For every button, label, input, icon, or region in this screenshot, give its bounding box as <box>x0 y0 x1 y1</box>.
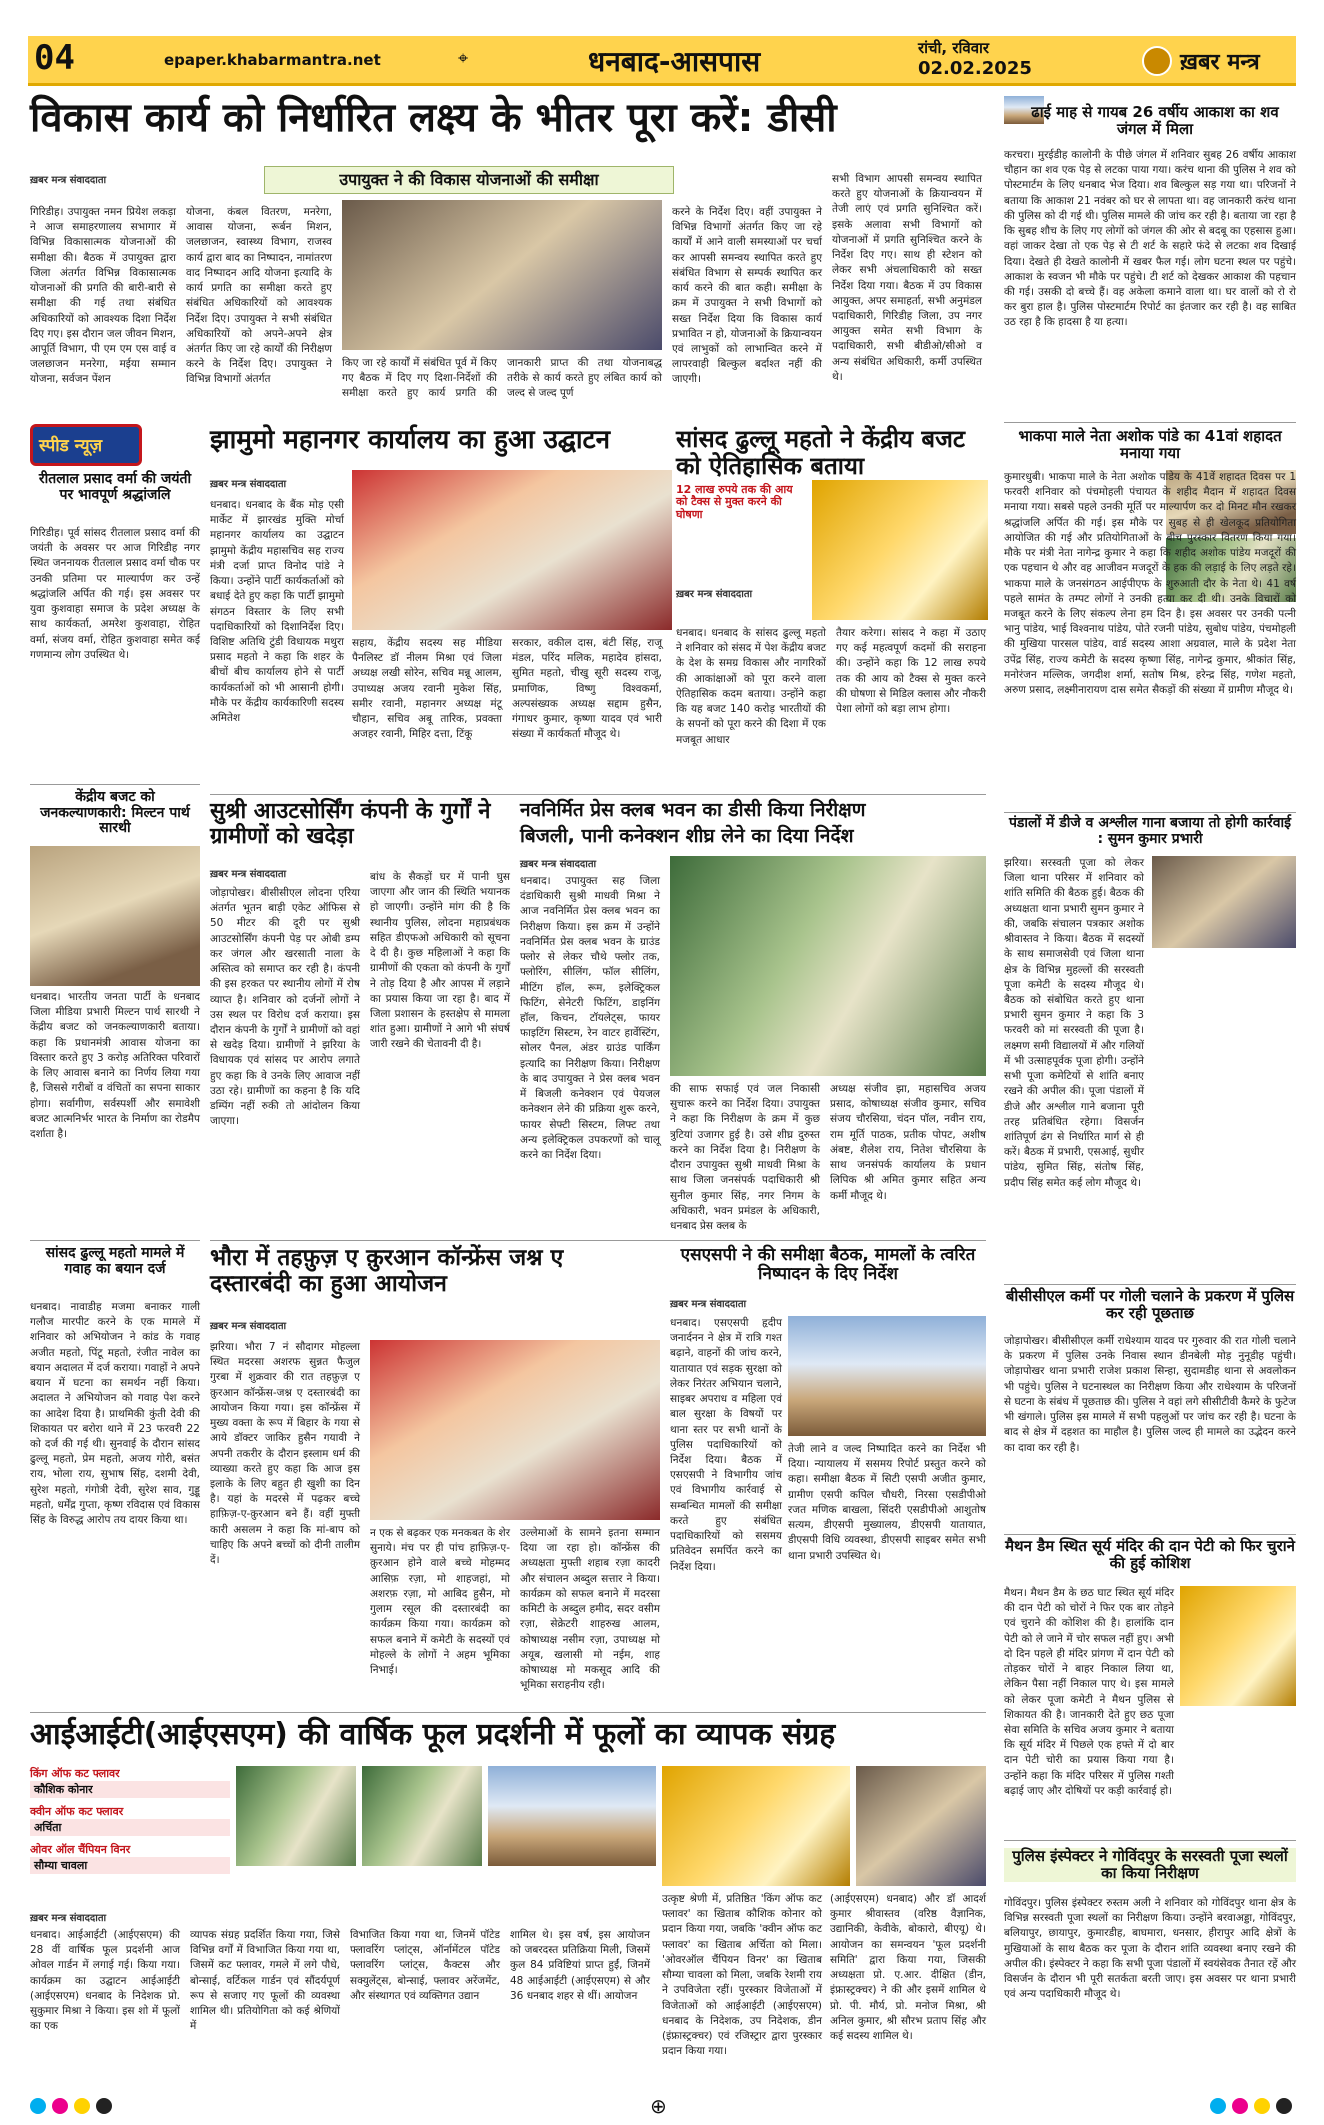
jmm-col-3: सरकार, वकील दास, बंटी सिंह, राजू मंडल, परिंद मलिक, महादेव हांसदा, सुमित महतो, चीखु सूरी सदस्य राजू, प्रमाणिक, विष्णु विश्वकर्मा, अल्पसंख्यक अध्यक्ष सद्दाम हुसैन, गंगाधर कुमार, कृष्णा यादव एवं भारी संख्या में कार्यकर्ता मौजूद थे। <box>512 637 662 741</box>
outsourcing-headline: सुश्री आउटसोर्सिंग कंपनी के गुर्गों ने ग्रामीणों को खदेड़ा <box>210 799 491 849</box>
divider <box>30 784 200 785</box>
footer-color-bar <box>30 2096 1296 2116</box>
pandal-photo <box>1152 856 1296 948</box>
dhullu-photo <box>812 480 988 620</box>
iit-photo-2 <box>362 1766 482 1866</box>
maithon-photo <box>1180 1586 1296 1706</box>
masthead <box>28 36 1296 86</box>
iit-col-4: शामिल थे। इस वर्ष, इस आयोजन को जबरदस्त प्रतिक्रिया मिली, जिसमें कुल 84 प्रविष्टियां प्राप्त हुईं, जिनमें 48 आईआईटी (आईएसएम) से और 36 धनबाद शहर से थीं। आयोजन <box>510 1929 650 2002</box>
jmm-byline: ख़बर मन्त्र संवाददाता <box>210 479 287 490</box>
speed-item-2-photo <box>30 846 200 986</box>
winner-name: सौम्या चावला <box>30 1857 230 1874</box>
ssp-byline: ख़बर मन्त्र संवाददाता <box>670 1299 747 1310</box>
speed-item-1-text: गिरिडीह। पूर्व सांसद रीतलाल प्रसाद वर्मा की जयंती के अवसर पर आज गिरिडीह नगर स्थित जननायक रीतलाल प्रसाद वर्मा चौक पर उनकी प्रतिमा पर माल्यार्पण कर उन्हें श्रद्धांजलि अर्पित की गई। इस अवसर पर युवा कुशवाहा समाज के प्रदेश अध्यक्ष के साथ कार्यकर्ता, अमरेश कुशवाहा, रोहित वर्मा, संजय वर्मा, रोहित कुशवाहा समेत कई गणमान्य लोग उपस्थित थे। <box>30 527 200 661</box>
inspector-text: गोविंदपुर। पुलिस इंस्पेक्टर रुस्तम अली ने शनिवार को गोविंदपुर थाना क्षेत्र के विभिन्न सरस्वती पूजा स्थलों का निरीक्षण किया। उन्होंने बरवाअड्डा, गोविंदपुर, बलियापुर, छायापुर, कुमारडीह, बाघमारा, धनसार, हीरापुर आदि क्षेत्रों के मुखियाओं के साथ बैठक कर पूजा के दौरान शांति व्यवस्था बनाए रखने की अपील की। इंस्पेक्टर ने कहा कि सभी पूजा पंडालों में स्वयंसेवक तैनात रहें और विसर्जन के दौरान भी पूरी सतर्कता बरती जाए। इस अवसर पर थाना प्रभारी एवं अन्य पदाधिकारी मौजूद थे। <box>1004 1897 1296 2001</box>
right-top-headline: ढाई माह से गायब 26 वर्षीय आकाश का शव जंगल में मिला <box>1031 103 1279 138</box>
lead-subhead: उपायुक्त ने की विकास योजनाओं की समीक्षा <box>264 166 674 194</box>
ssp-photo <box>788 1316 986 1436</box>
divider <box>210 1240 986 1241</box>
iit-photo-1 <box>236 1766 356 1866</box>
winner-tag: ओवर ऑल चैंपियन विनर <box>30 1843 131 1856</box>
color-swatch <box>96 2098 112 2114</box>
section-title: धनबाद-आसपास <box>588 45 761 78</box>
bhaura-col-1: झरिया। भौरा 7 नं सौदागर मोहल्ला स्थित मदरसा अशरफ सुन्नत फैजुल गुरबा में शुक्रवार की रात तहफ़ुज़ ए क़ुरआन कॉन्फ्रेंस-जश्न ए दस्तारबंदी का आयोजन किया गया। इस कॉन्फ्रेंस में मुख्य वक्ता के रूप में बिहार के गया से आये डॉक्टर जाकिर हुसैन गयावी ने अपनी तकरीर के दौरान इस्लाम धर्म की व्याख्या करते हुए कहा कि आज इस इलाके के लिए बहुत ही खुशी का दिन है। यहां के मदरसे में पढ़कर बच्चे हाफ़िज़-ए-क़ुरआन बने हैं। वहीं मुफ्ती कारी असलम ने कहा कि मां-बाप को चाहिए कि अपने बच्चों को दीनी तालीम दें। <box>210 1341 360 1567</box>
divider <box>1004 1840 1296 1841</box>
press-club-subhead: बिजली, पानी कनेक्शन शीघ्र लेने का दिया निर्देश <box>520 825 854 847</box>
lead-photo <box>342 200 662 350</box>
divider <box>1004 812 1296 813</box>
page-number: 04 <box>34 38 75 78</box>
color-swatch <box>30 2098 46 2114</box>
pandal-text: झरिया। सरस्वती पूजा को लेकर जिला थाना परिसर में शनिवार को शांति समिति की बैठक हुई। बैठक की अध्यक्षता थाना प्रभारी सुमन कुमार ने की, जबकि संचालन पत्रकार अशोक श्रीवास्तव ने किया। बैठक में सदस्यों के साथ समाजसेवी एवं जिला थाना क्षेत्र के विभिन्न मुहल्लों की सरस्वती पूजा कमेटी के सदस्य मौजूद थे। बैठक को संबोधित करते हुए थाना प्रभारी सुमन कुमार ने कहा कि 3 फरवरी को मां सरस्वती की पूजा है। लक्ष्मण समी विद्यालयों में और गलियों में भी उत्साहपूर्वक पूजा होगी। उन्होंने सभी पूजा कमेटियों से शांति बनाए रखने की अपील की। पूजा पंडालों में डीजे और अश्लील गाने बजाना पूरी तरह प्रतिबंधित रहेगा। विसर्जन शांतिपूर्ण ढंग से निर्धारित मार्ग से ही करें। बैठक में प्रभारी, एसआई, सुधीर पांडेय, सुमित सिंह, संतोष सिंह, प्रदीप सिंह समेत कई लोग मौजूद थे। <box>1004 857 1144 1189</box>
color-swatch <box>1254 2098 1270 2114</box>
brand-name: ख़बर मन्त्र <box>1180 50 1260 75</box>
iit-col-6: (आईएसएम) धनबाद) और डॉ आदर्श कुमार श्रीवास्तव (वरिष्ठ वैज्ञानिक, उद्यानिकी, केवीके, बोकारो, बीएयू) थे। आयोजन का समन्वयन 'फूल प्रदर्शनी समिति' द्वारा किया गया, जिसकी अध्यक्षता प्रो. ए.आर. दीक्षित (डीन, इंफ्रास्ट्रक्चर) ने की और इसमें शामिल थे प्रो. पी. मौर्य, प्रो. मनोज मिश्रा, श्री अनिल कुमार, श्री सौरभ प्रताप सिंह और कई सदस्य शामिल थे। <box>830 1893 986 2042</box>
brand-logo-icon <box>1142 46 1172 76</box>
bhaura-photo <box>370 1340 660 1520</box>
press-club-byline: ख़बर मन्त्र संवाददाता <box>520 859 597 870</box>
speed-item-3-title: सांसद ढुल्लू महतो मामले में गवाह का बयान दर्ज <box>45 1245 185 1277</box>
iit-byline: ख़बर मन्त्र संवाददाता <box>30 1913 107 1924</box>
pandal-text-cont <box>1004 952 1296 1282</box>
winner-tag: किंग ऑफ कट फ्लावर <box>30 1767 120 1780</box>
bhakpa-headline: भाकपा माले नेता अशोक पांडे का 41वां शहादत मनाया गया <box>1018 427 1282 462</box>
winner-tag: क्वीन ऑफ कट फ्लावर <box>30 1805 124 1818</box>
speed-news-label: स्पीड न्यूज़ <box>39 436 103 456</box>
speed-item-2-title: केंद्रीय बजट को जनकल्याणकारी: मिल्टन पार्थ सारथी <box>40 789 190 837</box>
iit-col-3: विभाजित किया गया था, जिनमें पॉटेड फ्लावरिंग प्लांट्स, ऑर्नामेंटल पॉटेड फ्लावरिंग प्लांट्स, कैक्टस और सक्युलेंट्स, बोन्साई, फ्लावर अरेंजमेंट, और संस्थागत एवं व्यक्तिगत उद्यान <box>350 1929 500 2002</box>
outsourcing-col-2: बांध के सैकड़ों घर में पानी घुस जाएगा और जान की स्थिति भयानक हो जाएगी। उन्होंने मांग की है कि स्थानीय पुलिस, लोदना महाप्रबंधक सहित डीएफओ अधिकारी को सूचना दे दी है। कुछ महिलाओं ने कहा कि ग्रामीणों की एकता को कंपनी के गुर्गों ने तोड़ दिया है और आपस में लड़ाने का प्रयास किया जा रहा है। बाद में जिला प्रशासन के हस्तक्षेप से मामला शांत हुआ। ग्रामीणों ने आगे भी संघर्ष जारी रखने की चेतावनी दी है। <box>370 871 510 1051</box>
lead-col-1: गिरिडीह। उपायुक्त नमन प्रियेश लकड़ा ने आज समाहरणालय सभागार में विभिन्न विकासात्मक योजनाओं की समीक्षा की। बैठक में उपायुक्त द्वारा जिला अंतर्गत विभिन्न विकासात्मक योजनाओं की प्रगति की बारी-बारी से समीक्षा की गई तथा संबंधित अधिकारियों को आवश्यक दिशा निर्देश दिए गए। इस दौरान जल जीवन मिशन, आपूर्ति विभाग, पी एम एम एस वाई व जलछाजन मनरेगा, मईया सम्मान योजना, सर्वजन पेंशन <box>30 206 176 386</box>
dhullu-col-1: धनबाद। धनबाद के सांसद ढुल्लू महतो ने शनिवार को संसद में पेश केंद्रीय बजट के देश के समग्र विकास और नागरिकों की आकांक्षाओं को पूरा करने वाला ऐतिहासिक कदम बताया। उन्होंने कहा कि यह बजट 140 करोड़ भारतीयों की के सपनों को पूरा करने की दिशा में एक मजबूत आधार <box>676 627 826 746</box>
registration-mark-icon: ⊕ <box>650 2094 667 2118</box>
divider <box>1004 1534 1296 1535</box>
divider <box>30 1240 200 1241</box>
ssp-col-2: तेजी लाने व जल्द निष्पादित करने का निर्देश भी दिया। न्यायालय में ससमय रिपोर्ट प्रस्तुत करने को कहा। समीक्षा बैठक में सिटी एसपी अजीत कुमार, ग्रामीण एसपी कपिल चौधरी, निरसा एसडीपीओ रजत मणिक बाखला, सिंदरी एसडीपीओ आशुतोष सत्यम, डीएसपी मुख्यालय, डीएसपी यातायात, डीएसपी विधि व्यवस्था, डीएसपी साइबर समेत सभी थाना प्रभारी उपस्थित थे। <box>788 1443 986 1562</box>
inspector-headline: पुलिस इंस्पेक्टर ने गोविंदपुर के सरस्वती पूजा स्थलों का किया निरीक्षण <box>1004 1848 1296 1882</box>
press-club-col-3: अध्यक्ष संजीव झा, महासचिव अजय प्रसाद, कोषाध्यक्ष संजीव कुमार, सचिव संजय चौरसिया, चंदन पॉल, नवीन राय, राम मूर्ति पाठक, प्रतीक पोपट, अशीष अंबष्ट, शैलेश राय, नितेश चौरसिया के साथ जनसंपर्क कार्यालय के प्रधान लिपिक श्री अमित कुमार सहित अन्य कर्मी मौजूद थे। <box>830 1083 986 1202</box>
divider <box>1004 1284 1296 1285</box>
divider <box>30 1712 986 1713</box>
ssp-col-1: धनबाद। एसएसपी हृदीप जनार्दनन ने क्षेत्र में रात्रि गश्त बढ़ाने, वाहनों की जांच करने, यातायात एवं सड़क सुरक्षा को लेकर निरंतर अभियान चलाने, साइबर अपराध व महिला एवं बाल सुरक्षा के विषयों पर थाना स्तर पर सभी थानों के पुलिस पदाधिकारियों को निर्देश दिया। बैठक में एसएसपी ने विभागीय जांच एवं विभागीय कार्रवाई से सम्बन्धित मामलों की समीक्षा करते हुए संबंधित पदाधिकारियों को ससमय प्रतिवेदन समर्पित करने का निर्देश दिया। <box>670 1317 782 1573</box>
winner-item <box>30 1766 230 1798</box>
jmm-headline: झामुमो महानगर कार्यालय का हुआ उद्घाटन <box>210 425 611 455</box>
iit-photo-3 <box>488 1766 656 1866</box>
lead-col-4: करने के निर्देश दिए। वहीं उपायुक्त ने विभिन्न विभागों अंतर्गत किए जा रहे कार्यों में आने वाली समस्याओं पर चर्चा कर आपसी समन्वय स्थापित करते हुए संबंधित विभाग से सम्पर्क स्थापित कर कार्य करने की बात कही। समीक्षा के क्रम में उपायुक्त ने सभी विभागों को सख्त निर्देश दिया कि विकास कार्य प्रभावित न हो, योजनाओं के क्रियान्वयन एवं लाभुकों को लाभान्वित करने में लापरवाही बिल्कुल बर्दाश्त नहीं की जाएगी। <box>672 206 822 386</box>
bccl-headline: बीसीसीएल कर्मी पर गोली चलाने के प्रकरण में पुलिस कर रही पूछताछ <box>1005 1287 1295 1322</box>
lead-col-2: योजना, कंबल वितरण, मनरेगा, आवास योजना, रूर्बन मिशन, जलछाजन, स्वास्थ्य विभाग, राजस्व कार्य द्वारा बाद का निष्पादन, नामांतरण वाद निष्पादन आदि योजना इत्यादि के कार्य प्रगति का समीक्षा करते हुए संबंधित अधिकारियों को आवश्यक निर्देश दिए। उपायुक्त ने सभी संबंधित अधिकारियों को अपने-अपने क्षेत्र अंतर्गत किए जा रहे कार्यों की निरीक्षण करने के निर्देश दिए। उपायुक्त ने विभिन्न विभागों अंतर्गत <box>186 206 332 386</box>
jmm-photo <box>352 470 672 630</box>
iit-photo-4 <box>662 1766 850 1886</box>
dhullu-col-2: तैयार करेगा। सांसद ने कहा में उठाए गए कई महत्वपूर्ण कदमों की सराहना की। उन्होंने कहा कि 12 लाख रुपये तक की आय को टैक्स से मुक्त करने की घोषणा से मिडिल क्लास और नौकरी पेशा लोगों को बड़ा लाभ होगा। <box>836 627 986 716</box>
bhakpa-text: कुमारधुबी। भाकपा माले के नेता अशोक पांडेय के 41वें शहादत दिवस पर 1 फरवरी शनिवार को पंचमोहली पंचायत के शहीद मैदान में शहादत दिवस मनाया गया। सबसे पहले उनकी मूर्ति पर माल्यार्पण कर दो मिनट मौन रखकर श्रद्धांजलि अर्पित की गई। इस मौके पर सुबह से ही खेलकूद प्रतियोगिता आयोजित की गई और प्रतियोगिताओं के बीच पुरस्कार वितरण किया गया। मौके पर मंत्री नेता नागेन्द्र कुमार ने कहा कि शहीद अशोक पांडेय मजदूरों की एक पहचान थे और वह आजीवन मजदूरों के हक की लड़ाई के लिए लड़ते रहे। भाकपा माले के जनसंगठन आईपीएफ के शुरुआती दौर के नेता थे। 41 वर्ष पहले सामंत के तम्पट लोगों ने उनकी हत्या कर दी थी। उनके विचारों को मजबूत करने के लिए संकल्प लेना हम दिन है। इस अवसर पर उनकी पत्नी भानु पांडेय, भाई विश्वनाथ पांडेय, पोते रजनी पांडेय, सुबोध पांडेय, पंचमोहली की मुखिया पारसल पांडेय, वार्ड सदस्य आशा अग्रवाल, माले के प्रदेश नेता उपेंद्र सिंह, राज्य कमेटी के सदस्य कृष्णा सिंह, नागेन्द्र कुमार, श्रीकांत सिंह, मनोरंजन मल्लिक, जगदीश शर्मा, सतोष मिश्र, हरेन्द्र सिंह, गणेश महतो, अरुण प्रसाद, लक्ष्मीनारायण दास समेत सैकड़ों की संख्या में ग्रामीण मौजूद थे। <box>1004 471 1296 697</box>
press-club-headline: नवनिर्मित प्रेस क्लब भवन का डीसी किया निरीक्षण <box>520 799 866 821</box>
divider <box>1004 422 1296 423</box>
color-swatch <box>1210 2098 1226 2114</box>
iit-col-2: व्यापक संग्रह प्रदर्शित किया गया, जिसे विभिन्न वर्गों में विभाजित किया गया था, जिसमें कट फ्लावर, गमले में लगे पौधे, बोन्साई, वर्टिकल गार्डन एवं सौंदर्यपूर्ण रूप से सजाए गए फूलों की व्यवस्था शामिल थी। प्रतियोगिता को कई श्रेणियों में <box>190 1929 340 2033</box>
jmm-col-2: सहाय, केंद्रीय सदस्य सह मीडिया पैनलिस्ट डॉ नीलम मिश्रा एवं जिला अध्यक्ष लखी सोरेन, सचिव मन्नू आलम, उपाध्यक्ष अजय रवानी मुकेश सिंह, समीर रवानी, महानगर अध्यक्ष मंटू चौहान, सचिव अबू तारिक, प्रवक्ता अजहर रवानी, मिहिर दत्ता, टिंकू <box>352 637 502 741</box>
speed-item-2-text: धनबाद। भारतीय जनता पार्टी के धनबाद जिला मीडिया प्रभारी मिल्टन पार्थ सारथी ने केंद्रीय बजट को जनकल्याणकारी बताया। कहा कि प्रधानमंत्री आवास योजना का विस्तार करते हुए 3 करोड़ अतिरिक्त परिवारों के लिए आवास बनाने का निर्णय लिया गया है, जिससे गरीबों व वंचितों का सपना साकार होगा। सर्वागीण, सर्वस्पर्शी और समावेशी बजट आत्मनिर्भर भारत के निर्माण का रोडमैप दर्शाता है। <box>30 991 200 1140</box>
winner-name: अर्चिता <box>30 1819 230 1836</box>
maithon-headline: मैथन डैम स्थित सूर्य मंदिर की दान पेटी को फिर चुराने की हुई कोशिश <box>1005 1537 1295 1572</box>
issue-date: 02.02.2025 <box>918 58 1032 79</box>
bhaura-headline: भौरा में तहफ़ुज़ ए क़ुरआन कॉन्फ्रेंस जश्न ए दस्तारबंदी का हुआ आयोजन <box>210 1245 564 1297</box>
site-url[interactable]: epaper.khabarmantra.net <box>164 51 381 69</box>
press-club-photo <box>670 856 986 1076</box>
lead-col-3: किए जा रहे कार्यों में संबंधित पूर्व में किए गए बैठक में दिए गए दिशा-निर्देशों की समीक्षा करते हुए कार्य प्रगति की जानकारी प्राप्त की तथा योजनाबद्ध तरीके से कार्य करते हुए लंबित कार्य को जल्द से जल्द पूर्ण <box>342 357 662 400</box>
dhullu-byline: ख़बर मन्त्र संवाददाता <box>676 589 753 600</box>
iit-winners <box>30 1766 230 1874</box>
speed-news-badge <box>30 424 142 466</box>
outsourcing-col-1: जोड़ापोखर। बीसीसीएल लोदना एरिया अंतर्गत भूतन बाड़ी एकेट ऑफिस से 50 मीटर की दूरी पर सुश्री आउटसोर्सिंग कंपनी पेड़ पर ओबी डम्प कर जंगल और खरसाती नाला के अस्तित्व को समाप्त कर रही है। कंपनी की इस हरकत पर स्थानीय लोगों में रोष व्याप्त है। शनिवार को दर्जनों लोगों ने उस स्थल पर विरोध दर्ज कराया। इस दौरान कंपनी के गुर्गों ने ग्रामीणों को वहां से खदेड़ दिया। ग्रामीणों ने झरिया के विधायक एवं सांसद पर आरोप लगाते हुए कहा कि वे उनके लिए आवाज नहीं उठा रहे। ग्रामीणों का कहना है कि यदि डम्पिंग नहीं रुकी तो आंदोलन किया जाएगा। <box>210 887 360 1128</box>
dhullu-headline: सांसद ढुल्लू महतो ने केंद्रीय बजट को ऐतिहासिक बताया <box>676 425 966 480</box>
iit-photo-5 <box>856 1766 986 1886</box>
press-club-col-2: की साफ सफाई एवं जल निकासी सुचारू करने का निर्देश दिया। उपायुक्त ने कहा कि निरीक्षण के क्रम में कुछ त्रुटियां उजागर हुई है। उसे शीघ्र दुरुस्त करने का निर्देश दिया है। निरीक्षण के दौरान उपायुक्त सुश्री माधवी मिश्रा के साथ जिला जनसंपर्क पदाधिकारी श्री सुनील कुमार सिंह, नगर निगम के अधिकारी, भवन प्रमंडल के अधिकारी, धनबाद प्रेस क्लब के <box>670 1083 820 1232</box>
ssp-headline: एसएसपी ने की समीक्षा बैठक, मामलों के त्वरित निष्पादन के दिए निर्देश <box>680 1245 976 1285</box>
color-swatch <box>52 2098 68 2114</box>
winner-item <box>30 1842 230 1874</box>
speed-item-3-text: धनबाद। नावाडीह मजमा बनाकर गाली गलौज मारपीट करने के एक मामले में शनिवार को अभियोजन ने कांड के गवाह अजीत महतो, पिंटू महतो, रंजीत नावेल का बयान अदालत में दर्ज कराया। गवाहों ने अपने बयान में घटना का समर्थन नहीं किया। अदालत ने अभियोजन को गवाह पेश करने का आदेश दिया है। प्राथमिकी कुंती देवी की शिकायत पर बरोरा थाने में 23 फरवरी 22 को दर्ज की गई थी। सुनवाई के दौरान सांसद ढुल्लू महतो, प्रेम महतो, अजय गोरी, बसंत राय, भोला राय, सुभाष सिंह, दशमी देवी, सुरेश महतो, गंगोत्री देवी, सुरेश साव, गुड्डू महतो, धर्मेंद्र गुप्ता, कृष्ण रविदास एवं विकास सिंह के विरुद्ध आरोप तय दायर किया था। <box>30 1301 200 1527</box>
pandal-headline: पंडालों में डीजे व अश्लील गाना बजाया तो होगी कार्रवाई : सुमन कुमार प्रभारी <box>1008 815 1291 847</box>
outsourcing-byline: ख़बर मन्त्र संवाददाता <box>210 869 287 880</box>
iit-col-1: धनबाद। आईआईटी (आईएसएम) की 28 वीं वार्षिक फूल प्रदर्शनी आज ओवल गार्डन में लगाई गई। किया गया। कार्यक्रम का उद्घाटन आईआईटी (आईएसएम) धनबाद के निदेशक प्रो. सुकुमार मिश्रा ने किया। इस शो में फूलों का एक <box>30 1929 180 2033</box>
right-top-text: करचरा। मुरईडीह कालोनी के पीछे जंगल में शनिवार सुबह 26 वर्षीय आकाश चौहान का शव एक पेड़ से लटका पाया गया। करंच थाना की पुलिस ने शव को पोस्टमार्टम के लिए धनबाद भेज दिया। शव बिल्कुल सड़ गया था। परिजनों ने बताया कि आकाश 21 नवंबर को घर से लापता था। वह जानकारी करंच थाना की पुलिस को दी गई थी। पुलिस मामले की जांच कर रही है। बताया जा रहा है कि सुबह शौच के लिए गए लोगों को जंगल की ओर से बदबू का एहसास हुआ। वहां जाकर देखा तो एक पेड़ से टी शर्ट के सहारे फंदे से लटका शव दिखाई दिया। देखते ही देखते कालोनी में खबर फैल गई। लोग घटना स्थल पर पहुंचे। आकाश के स्वजन भी मौके पर पहुंचे। टी शर्ट को देखकर आकाश की पहचान की गई। उसकी दो बच्चे हैं। वह अकेला कमाने वाला था। घर वालों को रो रो कर बुरा हाल है। पुलिस पोस्टमार्टम रिपोर्ट का इंतजार कर रही है। वह साबित उठ रहा है कि हादसा है या हत्या। <box>1004 149 1296 329</box>
bhaura-col-2: न एक से बढ़कर एक मनकबत के शेर सुनाये। मंच पर ही पांच हाफ़िज़-ए-क़ुरआन होने वाले बच्चे मोहम्मद आसिफ़ रज़ा, मो शाहजहां, मो अशरफ़ रज़ा, मो आबिद हुसैन, मो गुलाम रसूल की दस्तारबंदी का कार्यक्रम किया गया। कार्यक्रम को सफल बनाने में कमेटी के सदस्यों एवं मोहल्ले के लोगों ने अहम भूमिका निभाई। <box>370 1527 510 1676</box>
maithon-text: मैथन। मैथन डैम के छठ घाट स्थित सूर्य मंदिर की दान पेटी को चोरों ने फिर एक बार तोड़ने एवं चुराने की कोशिश की है। हालांकि दान पेटी को ले जाने में चोर सफल नहीं हुए। अभी दो दिन पहले ही मंदिर प्रांगण में दान पेटी को तोड़कर चोरों ने बाहर निकाल लिया था, लेकिन पैसा नहीं निकाल पाए थे। इस मामले को लेकर पूजा कमेटी ने मैथन पुलिस से शिकायत की है। जानकारी देते हुए छठ पूजा सेवा समिति के सचिव अजय कुमार ने बताया कि सूर्य मंदिर में पिछले एक हफ्ते में दो बार दान पेटी चोरी का प्रयास किया गया है। उन्होंने कहा कि मंदिर परिसर में पुलिस गश्ती बढ़ाई जाए और दोषियों पर कड़ी कार्रवाई हो। <box>1004 1587 1174 1797</box>
speed-item-1-title: रीतलाल प्रसाद वर्मा की जयंती पर भावपूर्ण श्रद्धांजलि <box>38 471 192 503</box>
iit-headline: आईआईटी(आईएसएम) की वार्षिक फूल प्रदर्शनी में फूलों का व्यापक संग्रह <box>30 1717 836 1752</box>
lead-byline: ख़बर मन्त्र संवाददाता <box>30 175 107 186</box>
lead-col-5: सभी विभाग आपसी समन्वय स्थापित करते हुए योजनाओं के क्रियान्वयन में तेजी लाएं एवं प्रगति सुनिश्चित करें। इसके अलावा सभी विभागों को योजनाओं में प्रगति सुनिश्चित करने के निर्देश दिए गए। साथ ही स्टेशन को लेकर सभी अंचलाधिकारी को सख्त निर्देश दिया गया। बैठक में उप विकास आयुक्त, अपर समाहर्ता, सभी अनुमंडल पदाधिकारी, गिरिडीह जिला, उप नगर आयुक्त समेत सभी विभाग के पदाधिकारी, सभी बीडीओ/सीओ व अन्य संबंधित अधिकारी, कर्मी उपस्थित थे। <box>832 173 982 383</box>
dhullu-pullquote: 12 लाख रुपये तक की आय को टैक्स से मुक्त करने की घोषणा <box>676 483 793 521</box>
divider <box>210 794 986 795</box>
color-swatch <box>1232 2098 1248 2114</box>
iit-col-5: उत्कृष्ट श्रेणी में, प्रतिष्ठित 'किंग ऑफ कट फ्लावर' का खिताब कौशिक कोनार को प्रदान किया गया, जबकि 'क्वीन ऑफ कट फ्लावर' का खिताब अर्चिता को मिला। 'ओवरऑल चैंपियन विनर' का खिताब सौम्या चावला को मिला, जबकि रेशमी राय ने उपविजेता रहीं। पुरस्कार विजेताओं में विजेताओं को आईआईटी (आईएसएम) धनबाद के निदेशक, उप निदेशक, डीन (इंफ्रास्ट्रक्चर) एवं रजिस्ट्रार द्वारा पुरस्कार प्रदान किया गया। <box>662 1893 822 2058</box>
color-swatch <box>74 2098 90 2114</box>
bhaura-byline: ख़बर मन्त्र संवाददाता <box>210 1321 287 1332</box>
color-swatch <box>1276 2098 1292 2114</box>
winner-item <box>30 1804 230 1836</box>
lead-headline: विकास कार्य को निर्धारित लक्ष्य के भीतर पूरा करें: डीसी <box>30 95 837 141</box>
city-day: रांची, रविवार <box>918 39 990 57</box>
winner-name: कौशिक कोनार <box>30 1781 230 1798</box>
cursor-icon: ⌖ <box>458 48 469 69</box>
bccl-text: जोड़ापोखर। बीसीसीएल कर्मी राधेश्याम यादव पर गुरुवार की रात गोली चलाने के प्रकरण में पुलिस उनके निवास स्थान डीनबेली मोड़ नुनूडीह पहुंची। जोड़ापोखर थाना प्रभारी राजेश प्रकाश सिन्हा, सुदामडीह थाना से अवलोकन भी पहुंचे। पुलिस ने घटनास्थल का निरीक्षण किया और राधेश्याम के परिजनों से घटना के संबंध में पूछताछ की। पुलिस ने वहां लगे सीसीटीवी कैमरे के फुटेज भी खंगाले। पुलिस इस मामले में सभी पहलुओं पर जांच कर रही है। घटना के बाद से क्षेत्र में दहशत का माहौल है। पुलिस जल्द ही मामले का उद्भेदन करने का दावा कर रही है। <box>1004 1335 1296 1454</box>
bhaura-col-3: उल्लेमाओं के सामने इतना सम्मान दिया जा रहा हो। कॉन्फ्रेंस की अध्यक्षता मुफ्ती शहाब रज़ा कादरी और संचालन अब्दुल सत्तार ने किया। कार्यक्रम को सफल बनाने में मदरसा कमिटी के अब्दुल हमीद, सदर वसीम रज़ा, सेक्रेटरी शाहरुख आलम, कोषाध्यक्ष नसीम रज़ा, उपाध्यक्ष मो अयूब, खलासी मो नईम, शाह कोषाध्यक्ष मो मकसूद आदि की भूमिका सराहनीय रही। <box>520 1527 660 1692</box>
jmm-col-1: धनबाद। धनबाद के बैंक मोड़ एसी मार्केट में झारखंड मुक्ति मोर्चा महानगर कार्यालय का उद्घाटन झामुमो केंद्रीय महासचिव सह राज्य मंत्री दर्जा प्राप्त विनोद पांडे ने किया। उन्होंने पार्टी कार्यकर्ताओं को बधाई देते हुए कहा कि पार्टी झामुमो संगठन विस्तार के लिए सभी पदाधिकारियों को दिशानिर्देश दिए। विशिष्ट अतिथि टुंडी विधायक मथुरा प्रसाद महतो ने कहा कि शहर के बीचों बीच कार्यालय होने से पार्टी कार्यकर्ताओं को भी आसानी होगी। मौके पर केंद्रीय कार्यकारिणी सदस्य अमितेश <box>210 499 344 725</box>
press-club-col-1: धनबाद। उपायुक्त सह जिला दंडाधिकारी सुश्री माधवी मिश्रा ने आज नवनिर्मित प्रेस क्लब भवन का निरीक्षण किया। इस क्रम में उन्होंने नवनिर्मित प्रेस क्लब भवन के ग्राउंड फ्लोर से लेकर चौथे फ्लोर तक, फ्लोरिंग, सीलिंग, फॉल सीलिंग, मीटिंग हॉल, रूम, इलेक्ट्रिकल फिटिंग, सेनेटरी फिटिंग, डाइनिंग हॉल, किचन, टॉयलेट्स, फायर फाइटिंग सिस्टम, रेन वाटर हार्वेस्टिंग, सोलर पैनल, अंडर ग्राउंड पार्किंग इत्यादि का निरीक्षण किया। निरीक्षण के बाद उपायुक्त ने प्रेस क्लब भवन में बिजली कनेक्शन एवं पेयजल कनेक्शन लेने की प्रक्रिया शुरू करने, फायर सेफ्टी सिस्टम, लिफ्ट तथा अन्य इलेक्ट्रिकल उपकरणों को चालू करने का निर्देश दिया। <box>520 875 660 1161</box>
